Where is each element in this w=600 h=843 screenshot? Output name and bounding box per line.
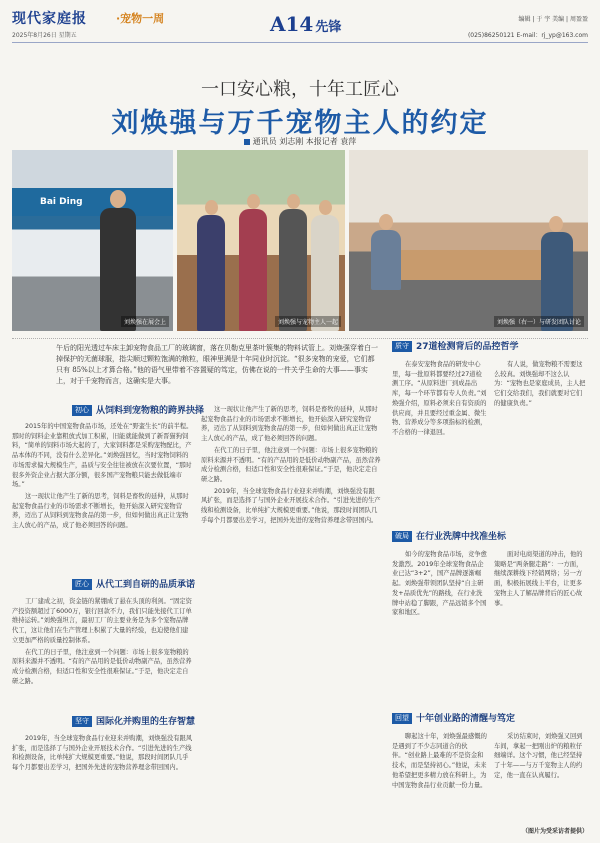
paragraph: 2015年的中国宠物食品市场，还处在“野蛮生长”的前半程。那时的饲料企业靠粗放式加工积累，旧能就能做到了新晋猫狗饲料，“简单的饲料市场大起的了，大家饲料都是采购宠物配比，产品本体的不同，没有什么差异化。”刘焕强回忆，当时宠物饲料的市场需求偏大规模生产，品质与安全往往被放在次要位置，“那时很多外资企业占据大部分额，很多国产宠物粮只能去做低端市场。” (12, 423, 193, 489)
photo-person-head (319, 200, 332, 215)
paragraph: 聊起这十年，刘焕强最感慨的是遇到了不少志同道合的伙伴。“创业路上最难的不是资金和技术，而是坚持初心。”他说，未来他希望把更多精力放在科研上，为中国宠物食品行业贡献一份力量。 (392, 733, 487, 789)
paragraph: 工厂建成之初，资金链的紧绷成了悬在头顶的利剑。“固定资产投资额超过了6000万，银行回款不力，我们只能先接代工订单维持运转。”刘焕强坦言，最初工厂的主要业务是为多个宠物品牌代工，这让他们在生产管理上积累了大量的经验，也迫使他们建立更加严格的质量控制体系。 (12, 598, 192, 644)
byline-marker (244, 139, 250, 145)
section-body (12, 597, 193, 707)
section-body-continued (201, 405, 381, 822)
section-title: 从饲料到宠物粮的跨界抉择 (96, 406, 205, 416)
page-number-value: A14 (270, 12, 314, 36)
photo-booth-sign: Bai Ding (12, 188, 173, 216)
photo-person (100, 208, 136, 331)
photo-caption: 刘焕强与宠物主人一起 (275, 316, 341, 327)
contact-line: (025)86250121 E-mail：rj_yp@163.com (467, 32, 588, 39)
section-tag: 初心 (72, 405, 92, 416)
article-headline: 刘焕强与万千宠物主人的约定 (111, 108, 489, 139)
photo-person (279, 209, 307, 331)
paper-name: 现代家庭报 (12, 11, 87, 27)
section-heading (392, 713, 515, 726)
section-tag: 回望 (392, 713, 412, 724)
section-body (12, 734, 193, 822)
section-tag: 坚守 (72, 716, 92, 727)
photo-person (239, 209, 267, 331)
photo-expo (12, 150, 173, 331)
photo-person-head (549, 216, 563, 232)
photo-person-head (205, 200, 218, 215)
paragraph: 2019年，当全球宠物食品行业迎来并购潮，刘焕强没有跟风扩张，而是选择了与国外企业开展技术合作。“引进先进的生产线和检测设备，比单纯扩大规模更重要。”他说，那段时间团队几乎每个月都要出差学习，把国外先进的宠物营养理念带回国内。 (201, 487, 381, 524)
photo-person-head (287, 194, 300, 209)
article-intro: 午后的阳光透过车床主卸宠物食品工厂的玻璃窗，落在贝勒克里茶叶簇集的物料试管上。刘焕强穿着白一掉保护的无菌球服，指尖顺过颗粒饱满的粮粒，眼神里满是十年同业时沉淀。“很多宠物的宠爱，它们都只有 85%以上才算合格。”他的语气里带着不容置疑的笃定，仿佛在说的一件关乎生命的大事——事实上，对于千宠物而言，这确实是大事。 (56, 344, 378, 385)
photo-person-head (379, 214, 393, 230)
section-heading (392, 341, 519, 354)
page-number (270, 12, 341, 36)
section-body (494, 732, 588, 824)
section-body (392, 732, 488, 824)
masthead-rule (12, 42, 588, 43)
paragraph: 在代工的日子里，他注意到一个问题：市场上很多宠物粮的原料来源并不透明。“有的产品用的是低价动物副产品，虽然营养成分检测合格，但适口性和安全性很难保证。”于是，他决定走自研之路。 (12, 648, 192, 685)
photo-person (197, 215, 225, 331)
section-body (494, 550, 588, 705)
photo-table (379, 250, 559, 280)
section-title: 十年创业路的清醒与笃定 (416, 714, 516, 724)
editors-line: 编辑 | 于 宇 美编 | 周盈盈 (518, 16, 588, 23)
section-title: 27道检测背后的品控哲学 (416, 342, 519, 352)
byline-text: 通讯员 刘志刚 本报记者 袁萍 (252, 137, 357, 146)
photo-group (177, 150, 345, 331)
section-body (494, 360, 588, 522)
photo-divider (12, 338, 588, 339)
paragraph: 如今的宠物食品市场，竞争愈发激烈。2019年全球宠物食品企业已达“3+2”，国产品牌逐渐崛起。刘焕强带领团队坚持“自主研发+品质优先”的路线，在行业洗牌中站稳了脚跟，产品远销多个国家和地区。 (392, 551, 487, 617)
section-tag: 破局 (392, 531, 412, 542)
photo-caption: 刘焕强（右一）与研发团队讨论 (494, 316, 584, 327)
paragraph: 在泰安宠物食品的研发中心里，每一批原料都要经过27道检测工序。“从原料进厂到成品出库，每一个环节都有专人负责。”刘焕强介绍，原料必须来自有资质的供应商，并且要经过重金属、微生物、营养成分等多项指标的检测，不合格的一律退回。 (392, 361, 487, 436)
article-byline (0, 136, 600, 147)
section-title: 在行业洗牌中找准坐标 (416, 532, 507, 542)
section-heading (72, 716, 195, 729)
paragraph: 这一现状让他产生了新的思考，饲料是畜牧的延伸，从那时起宠物食品行业的市场需求不断增长，他开始深入研究宠物营养，迈出了从饲料到宠物食品的第一步，但如何做出真正让宠物主人放心的产品，成了他必须回答的问题。 (201, 406, 378, 443)
paragraph: 有人说，做宠物粮不需要这么较真。刘焕强却不这么认为：“宠物也是家庭成员，主人把它们交给我们，我们就要对它们的健康负责。” (494, 361, 586, 407)
photo-person (371, 230, 401, 290)
section-body (392, 360, 488, 522)
section-name: ·宠物一周 (116, 12, 165, 25)
paragraph: 在代工的日子里，他注意到一个问题：市场上很多宠物粮的原料来源并不透明。“有的产品用的是低价动物副产品，虽然营养成分检测合格，但适口性和安全性很难保证。”于是，他决定走自研之路。 (201, 446, 381, 483)
article-kicker: 一口安心粮，十年工匠心 (201, 79, 399, 100)
section-heading (72, 579, 195, 592)
page-label: 先锋 (315, 20, 342, 35)
masthead (12, 8, 588, 58)
section-body (12, 422, 193, 570)
photo-credit: （图片为受采访者提供） (521, 828, 588, 835)
photo-person (311, 215, 339, 331)
photo-caption: 刘焕强在展会上 (121, 316, 169, 327)
paragraph: 2019年，当全球宠物食品行业迎来并购潮，刘焕强没有跟风扩张，而是选择了与国外企业开展技术合作。“引进先进的生产线和检测设备，比单纯扩大规模更重要。”他说，那段时间团队几乎每个月都要出差学习，把国外先进的宠物营养理念带回国内。 (12, 735, 193, 772)
section-title: 从代工到自研的品质承诺 (96, 580, 196, 590)
section-heading (72, 405, 204, 418)
paragraph: 这一现状让他产生了新的思考，饲料是畜牧的延伸，从那时起宠物食品行业的市场需求不断增长，他开始深入研究宠物营养，迈出了从饲料到宠物食品的第一步，但如何做出真正让宠物主人放心的产品，成了他必须回答的问题。 (12, 492, 189, 530)
paragraph: 面对电商渠道的冲击，他的策略是“两条腿走路”：一方面，继续深耕线下经销网络；另一方面，积极拓展线上平台，让更多宠物主人了解品牌背后的匠心故事。 (494, 551, 583, 607)
issue-date: 2025年8月26日 星期五 (12, 32, 77, 39)
photo-meeting (349, 150, 588, 331)
paragraph: 采访结束时，刘焕强又回到车间，拿起一把刚出炉的粮粒仔细端详。这个习惯，他已经坚持了十年——与万千宠物主人的约定，他一直在认真履行。 (494, 733, 583, 779)
section-title: 国际化并购里的生存智慧 (96, 717, 196, 727)
section-heading (392, 531, 506, 544)
section-tag: 匠心 (72, 579, 92, 590)
section-tag: 质守 (392, 341, 412, 352)
section-body (392, 550, 488, 705)
photo-person-head (247, 194, 260, 209)
photo-person-head (110, 190, 126, 208)
